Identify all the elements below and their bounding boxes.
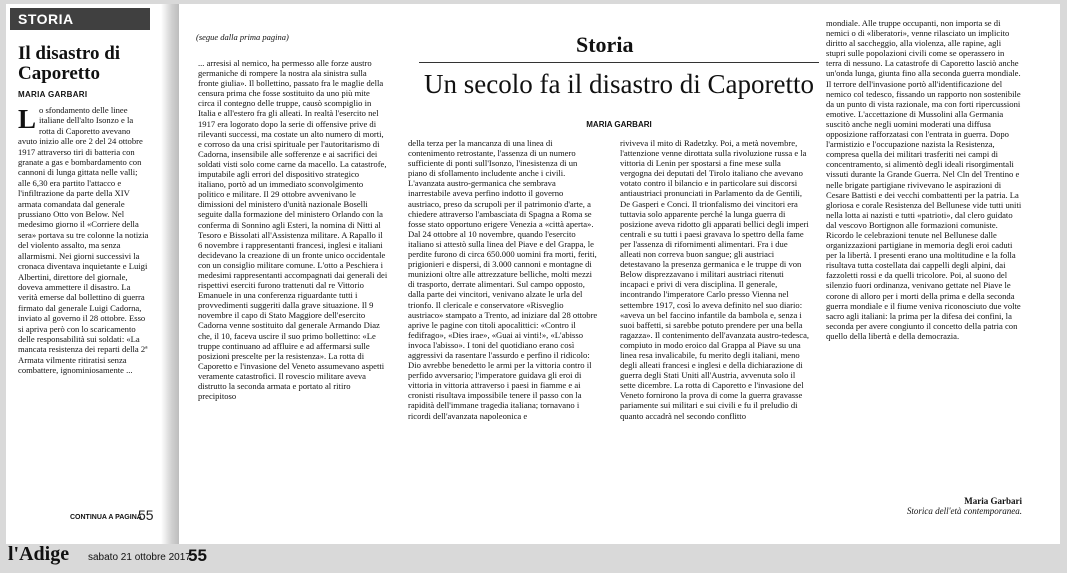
sidebar-body <box>18 105 150 376</box>
sidebar-summary <box>10 8 154 544</box>
continue-link[interactable]: CONTINUA A PAGINA <box>70 514 142 521</box>
page-number: 55 <box>188 546 207 565</box>
column-text: della terza per la mancanza di una linea di contenimento retrostante, l'assenza di un numero sufficiente di ponti sull'Isonzo, l'inesistenza di un piano di sfollamento includente anche i civili. L'avanzata austro-germanica che sembrava inarrestabile aveva perfino indotto il governo austriaco, preso da scrupoli per il patrimonio d'arte, a chiedere attraverso l'ambasciata di Spagna a Roma se fosse stato opportuno erigere Venezia a «città aperta». Dal 24 ottobre al 10 novembre, quando l'esercito italiano si attestò sulla linea del Piave e del Grappa, le perdite furono di circa 650.000 uomini fra morti, feriti, prigionieri e dispersi, di 3.000 cannoni e montagne di munizioni oltre alle attrezzature belliche, molti mezzi di trasporto, derrate alimentari. Sul campo opposto, dalla parte dei vincitori, venivano alzate le urla del trionfo. Il clericale e conservatore «Risveglio austriaco» stampato a Trento, ad iniziare dal 28 ottobre aprive le pagine con titoli apocalittici: «Contro il fedifrago», «Dies irae», «Guai ai vinti!», «L'abisso invoca l'abisso». I toni del quotidiano erano così aggressivi da rasentare l'assurdo e perfino il ridicolo: Dio avrebbe benedetto le armi per la vittoria contro il perfido avversario; l'imperatore guidava gli eroi di vittoria in vittoria attraverso i paesi in fiamme e ai cronisti risultava impossibile tenere il passo con la rapidità dell'immane tragedia italiana; tornavano i ricordi dell'avanzata napoleonica e <box>408 138 598 421</box>
page-fold-divider <box>161 4 179 544</box>
article-column-4 <box>826 18 1022 494</box>
main-article <box>186 4 1056 544</box>
article-kicker: Storia <box>576 32 634 57</box>
masthead-logo: l'Adige <box>8 543 70 565</box>
newspaper-page <box>6 4 1060 544</box>
column-text: riviveva il mito di Radetzky. Poi, a metà novembre, l'attenzione venne dirottata sulla rivoluzione russa e la vittoria di Lenin per spostarsi a fine mese sulla vergogna dei deputati del Tirolo italiano che avevano votato contro il bilancio e in particolare sui discorsi antiaustriaci pronunciati in Parlamento da de Gentili, De Gasperi e Conci. Il trionfalismo dei vincitori era tuttavia solo apparente perché la lunga guerra di posizione aveva ridotto gli apparati bellici degli imperi centrali e su tutti i paesi gravava lo spettro della fame per l'assenza di rifornimenti alimentari. Fra i due alleati non correva buon sangue; gli austriaci detestavano la presenza germanica e le truppe di von Below disprezzavano i militari austriaci ritenuti incapaci e privi di vera disciplina. Il generale, incontrando l'imperatore Carlo presso Vienna nel settembre 1917, così lo aveva definito nel suo diario: «aveva un bel faccino infantile da bambola e, senza i suoi baffetti, si sarebbe potuto prendere per una bella ragazza». Il contenimento dell'avanzata austro-tedesca, compiuto in modo eroico dal Grappa al Piave su una linea resa invalicabile, fu merito degli italiani, meno degli alleati francesi e inglesi e della dichiarazione di guerra degli Stati Uniti all'Austria, avvenuta solo il sette dicembre. La rotta di Caporetto e l'invasione del Veneto fornirono la prova di come la guerra gravasse pariamente sui militari e sui civili e fu il preludio di quanto accadrà nel secondo conflitto <box>620 138 810 421</box>
column-text: ... arresisi al nemico, ha permesso alle forze austro germaniche di rompere la nostra ala sinistra sulla fronte giulia». Il bollettino, passato fra le maglie della censura prima che fosse sostituito da uno più mite circa il contegno delle truppe, causò scompiglio in Italia e all'estero fra gli alleati. In realtà l'esercito nel 1917 era logorato dopo la serie di offensive prive di rilevanti successi, ma costate un alto numero di morti, e corroso da una crisi spirituale per l'autoritarismo di Cadorna, insensibile alle sofferenze e ai sacrifici dei soldati visti solo come carne da macello. La catastrofe, imputabile agli errori del dispositivo strategico italiano, portò ad un immediato sconvolgimento politico e militare. Il 29 ottobre avvenivano le dimissioni del ministero d'unità nazionale Boselli seguite dalla formazione del ministero Orlando con la conferma di Sonnino agli Esteri, la nomina di Nitti al Tesoro e Bissolati all'Assistenza militare. A Rapallo il 6 novembre i rappresentanti francesi, inglesi e italiani decidevano la creazione di un fronte unico occidentale con un consiglio militare comune. L'otto a Peschiera i medesimi rappresentanti accompagnati dai generali dei rispettivi eserciti furono trattenuti dal re Vittorio Emanuele in una conferenza riguardante tutti i provvedimenti suggeriti dalla grave situazione. Il 9 novembre il capo di Stato Maggiore dell'esercito Cadorna venne sostituito dal generale Armando Diaz che, il 10, faceva uscire il suo primo bollettino: «Le truppe continuano ad affluire e ad affermarsi sulle posizioni prescelte per la resistenza». La rotta di Caporetto e l'invasione del Veneto assumevano aspetti veramente catastrofici. Il rovescio militare aveva distrutto la seconda armata e portato al ritiro precipitoso <box>198 58 388 402</box>
page-footer <box>8 543 1058 569</box>
continue-page-number: 55 <box>138 507 154 523</box>
segue-note: (segue dalla prima pagina) <box>196 32 289 42</box>
article-column-3 <box>620 138 810 533</box>
issue-date: sabato 21 ottobre 2017 <box>88 552 191 563</box>
dropcap: L <box>18 104 37 134</box>
sidebar-author: MARIA GARBARI <box>18 90 88 99</box>
column-text: mondiale. Alle truppe occupanti, non importa se di nemici o di «liberatori», venne rilasciato un implicito diritto al saccheggio, alla violenza, alle rapine, agli stupri sulle popolazioni civili come se operassero in terra di nessuno. La catastrofe di Caporetto lasciò anche un'onda lunga, giunta fino alla seconda guerra mondiale. Il terrore dell'invasione portò all'identificazione del nemico col tedesco, fissando un rapporto non sostenibile da un punto di vista razionale, ma con forti ripercussioni emotive. L'accettazione di Mussolini alla Germania suscitò anche negli uomini moderati una diffusa opposizione rafforzatasi con l'entrata in guerra. Dopo l'armistizio e l'occupazione nazista la Resistenza, compresa quella dei militari trasferiti nei campi di concentramento, si alimentò degli ideali risorgimentali vissuti durante la Grande Guerra. Nel Cln del Trentino e nelle brigate partigiane rivivevano le aspirazioni di Cesare Battisti e dei vecchi combattenti per la patria. La gloriosa e corale Resistenza del Bellunese vide tutti uniti nella lotta ai nazisti e tutti «patrioti», dal clero guidato dal vescovo Bortignon alle formazioni comuniste. Ricordo le celebrazioni tenute nel Bellunese dalle organizzazioni partigiane in memoria degli eroi caduti per la libertà. I presenti erano una moltitudine e la folla risultava tutta costellata dai cappelli degli alpini, dai fazzoletti rossi e da quelli tricolore. Poi, al suono del silenzio fuori ordinanza, venivano gettate nel Piave le corone di alloro per i morti della prima e della seconda guerra mondiale e il fiume veniva riconosciuto due volte sacro agli italiani: la prima per la difesa dei confini, la seconda per avere congiunto il concetto della patria con quello della libertà e della democrazia. <box>826 18 1022 341</box>
sidebar-title: Il disastro di Caporetto <box>18 43 121 84</box>
signature-name: Maria Garbari <box>964 496 1022 506</box>
article-headline: Un secolo fa il disastro di Caporetto <box>424 69 814 99</box>
sidebar-body-text: o sfondamento delle linee italiane dell'alto Isonzo e la rotta di Caporetto avevano avuto inizio alle ore 2 del 24 ottobre 1917 attraverso tiri di batteria con granate a gas e bombardamento con cannoni di lunga gittata nelle valli; alle 6,30 era partito l'attacco e l'infiltrazione da parte della XIV armata comandata dal generale prussiano Otto von Below. Nel medesimo giorno il «Corriere della sera» portava su tre colonne la notizia del violento assalto, ma senza allarmismi. Nei giorni successivi la cronaca diventava inquietante e Luigi Albertini, direttore del giornale, doveva ammettere il disastro. La verità emerse dal bollettino di guerra firmato dal generale Luigi Cadorna, inviato al governo il 28 ottobre. Esso si apriva però con lo scaricamento delle responsabilità sui soldati: «La mancata resistenza dei reparti della 2ª Armata vilmente ritiratisi senza combattere, ignominiosamente ... <box>18 105 149 376</box>
article-author: MARIA GARBARI <box>586 120 652 129</box>
article-column-2 <box>408 138 598 533</box>
signature-role: Storica dell'età contemporanea. <box>906 506 1022 516</box>
article-signoff <box>826 496 1022 516</box>
headline-rule <box>419 62 819 63</box>
section-tab: STORIA <box>10 8 150 30</box>
article-column-1 <box>198 58 388 528</box>
